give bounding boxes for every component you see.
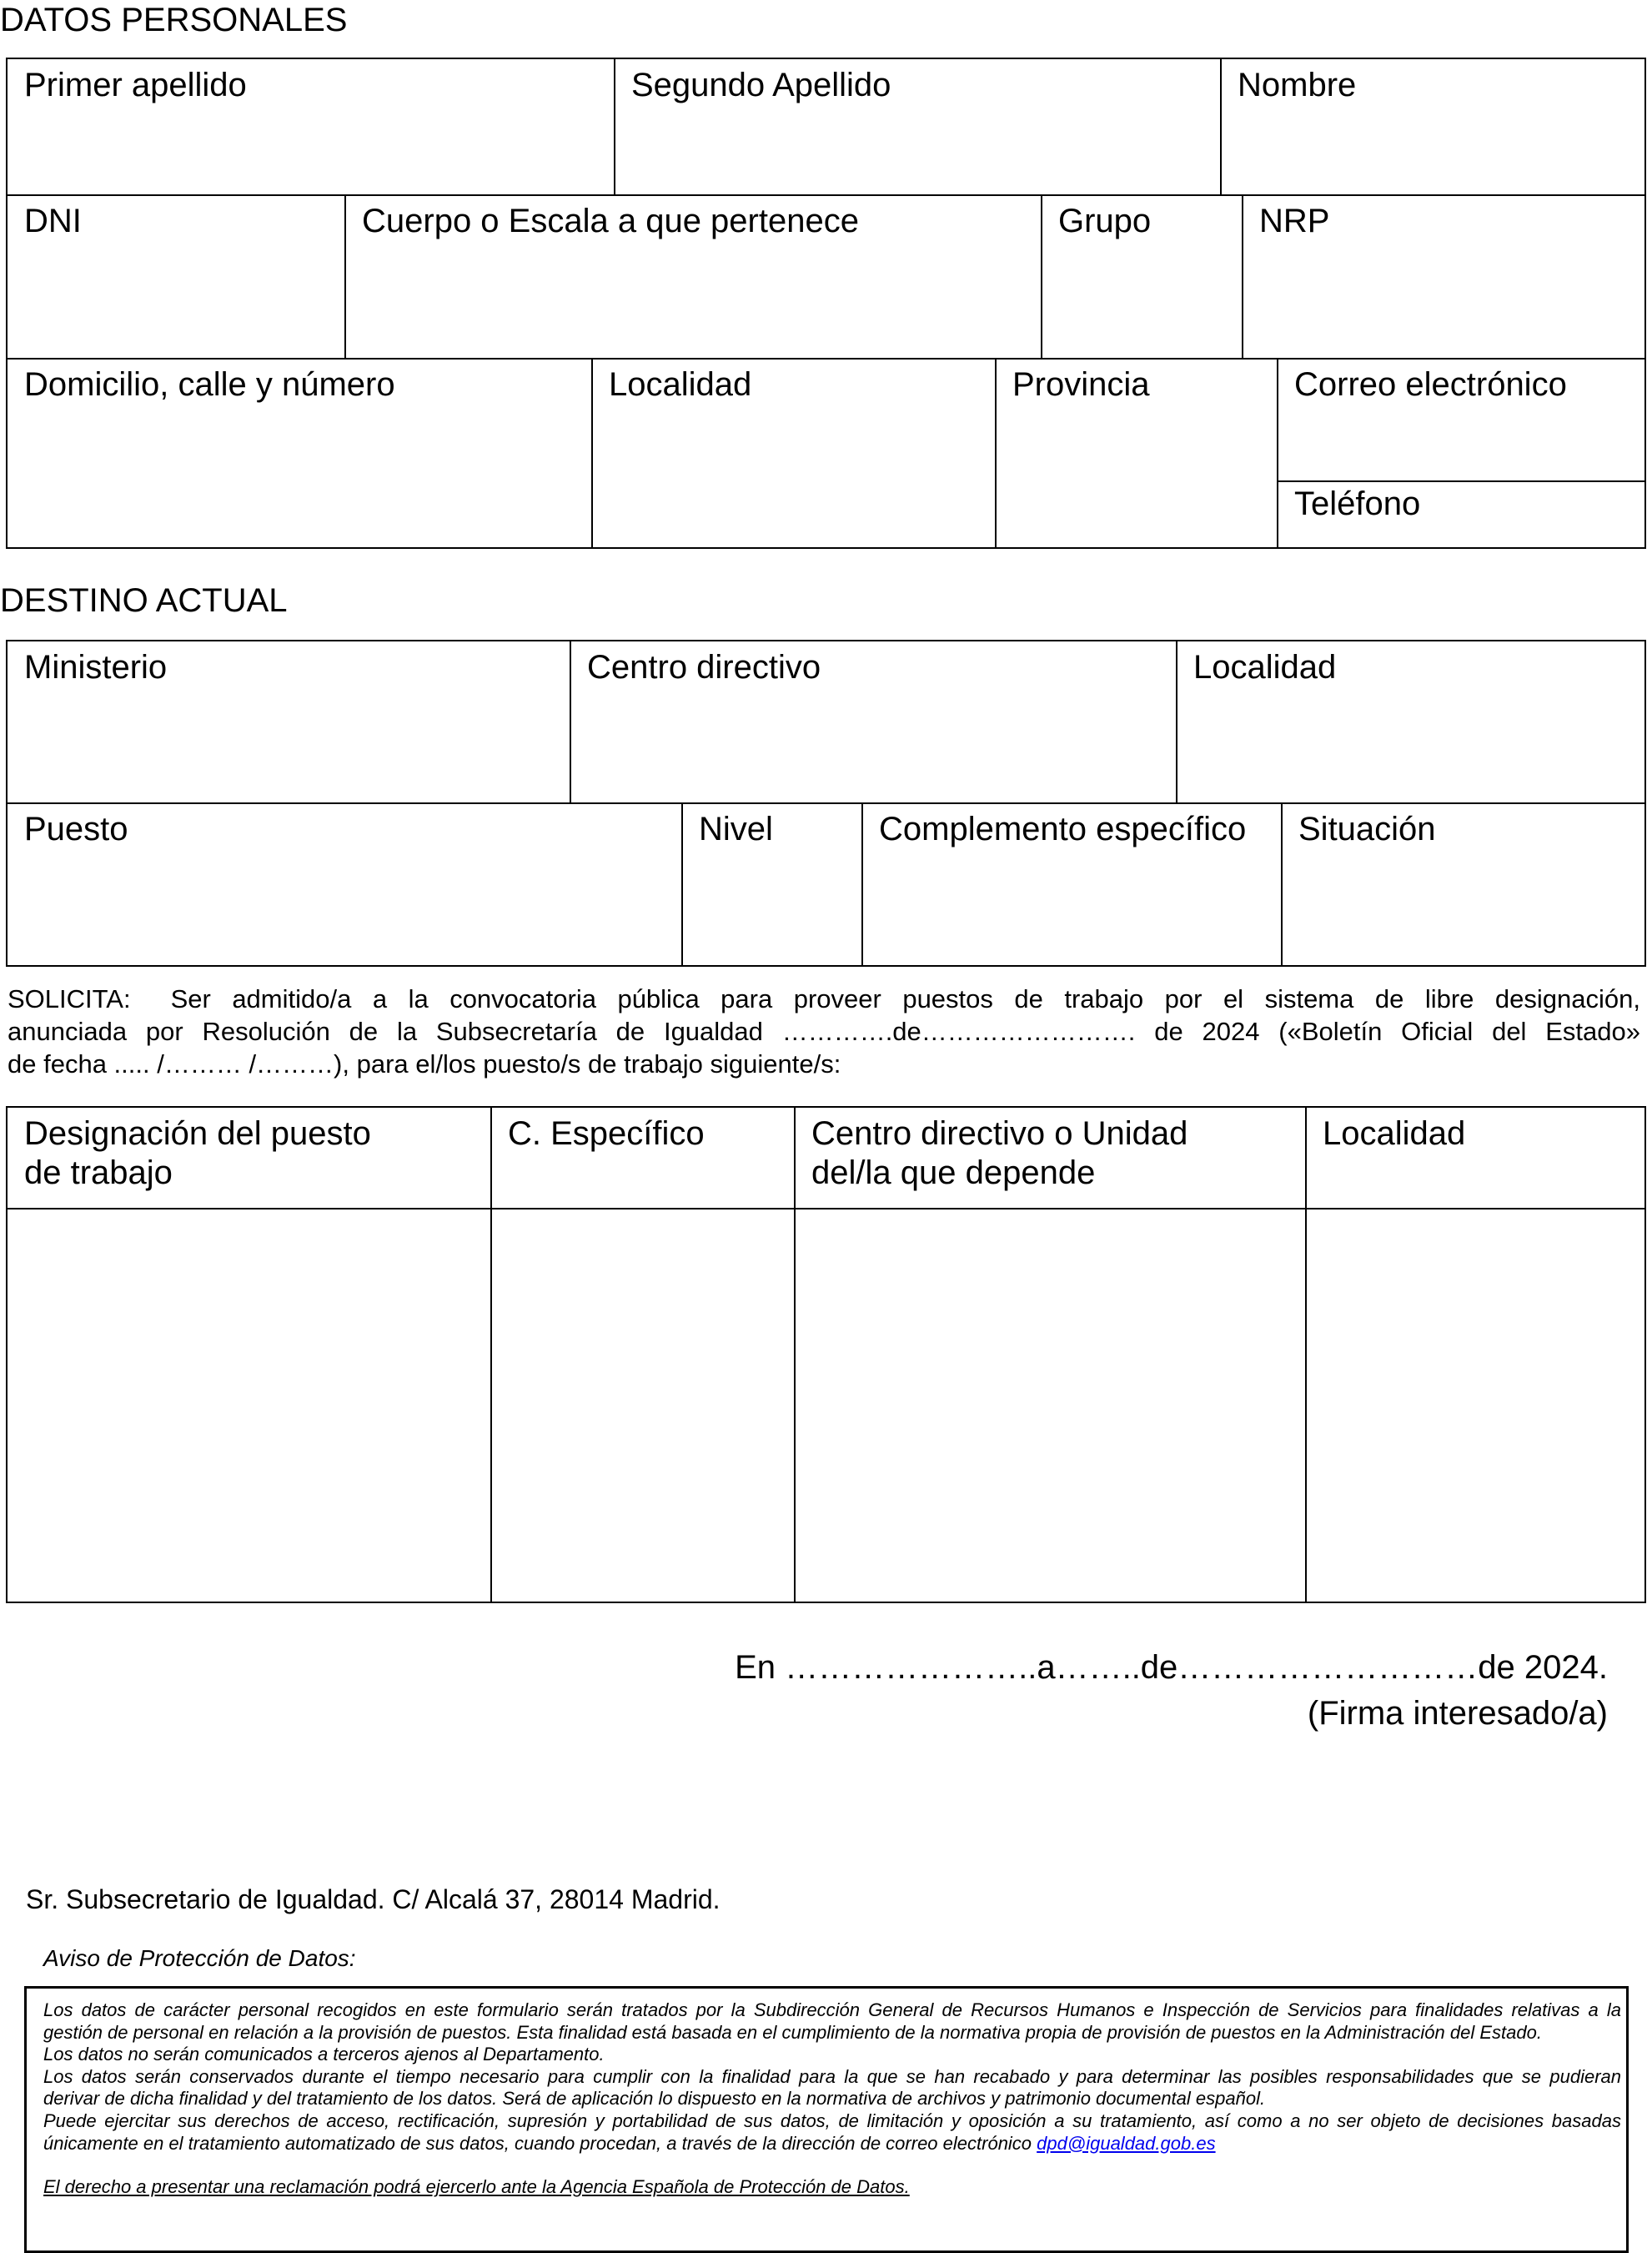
field-segundo-apellido[interactable]: Segundo Apellido	[615, 59, 1222, 196]
section-title-destino-actual: DESTINO ACTUAL	[0, 582, 288, 619]
firma-label: (Firma interesado/a)	[1307, 1695, 1608, 1732]
solicita-line: de fecha ..... /……… /………), para el/los puesto/s de trabajo siguiente/s:	[8, 1049, 841, 1079]
input-c-especifico[interactable]	[491, 1209, 796, 1602]
input-designacion[interactable]	[8, 1209, 492, 1602]
header-designacion	[8, 1108, 492, 1209]
datos-personales-table	[6, 58, 1646, 549]
aviso-line: derivar de dicha finalidad y del tratamiento de los datos. Será de aplicación lo dispuesto en la normativa de archivos y patrimonio documental español.	[43, 2088, 1266, 2110]
aviso-line: únicamente en el tratamiento automatizado de sus datos, cuando procedan, a través de la dirección de correo electrónico	[43, 2132, 1032, 2154]
input-localidad[interactable]	[1306, 1209, 1646, 1602]
aviso-proteccion-datos-box	[24, 1986, 1629, 2253]
field-domicilio[interactable]: Domicilio, calle y número	[8, 359, 593, 547]
header-line: del/la que depende	[811, 1154, 1096, 1191]
field-situacion[interactable]: Situación	[1298, 811, 1436, 847]
field-ministerio[interactable]: Ministerio	[8, 641, 571, 804]
aviso-line: Los datos serán conservados durante el tiempo necesario para cumplir con la finalidad para la que se han recabado y para determinar las posibles responsabilidades que se pudieran	[43, 2065, 1621, 2087]
firma-block	[735, 1645, 1608, 1737]
field-correo-electronico[interactable]: Correo electrónico	[1278, 359, 1646, 482]
field-centro-directivo[interactable]: Centro directivo	[570, 641, 1177, 804]
aviso-line: Los datos no serán comunicados a terceros ajenos al Departamento.	[43, 2044, 605, 2065]
field-localidad-destino[interactable]: Localidad	[1177, 641, 1646, 804]
header-line: C. Específico	[508, 1115, 705, 1152]
fecha-line: En …………………..a……..de………………………de 2024.	[735, 1649, 1608, 1686]
puestos-table	[6, 1106, 1646, 1603]
header-centro-directivo	[795, 1108, 1307, 1209]
field-provincia[interactable]: Provincia	[996, 359, 1278, 547]
field-localidad[interactable]: Localidad	[592, 359, 997, 547]
section-title-datos-personales: DATOS PERSONALES	[0, 2, 348, 38]
field-nrp[interactable]: NRP	[1243, 195, 1646, 360]
aviso-reclamacion: El derecho a presentar una reclamación podrá ejercerlo ante la Agencia Española de Protección de Datos.	[43, 2176, 910, 2198]
header-line: Designación del puesto	[24, 1115, 371, 1152]
field-dni[interactable]: DNI	[8, 195, 346, 360]
field-puesto[interactable]: Puesto	[8, 803, 683, 965]
field-primer-apellido[interactable]: Primer apellido	[8, 59, 615, 196]
header-line: Centro directivo o Unidad	[811, 1115, 1188, 1152]
aviso-line: Puede ejercitar sus derechos de acceso, rectificación, supresión y portabilidad de sus datos, de limitación y oposición a su tratamiento, así como a no ser objeto de decisiones basadas	[43, 2110, 1621, 2131]
field-complemento-especifico[interactable]: Complemento específico	[862, 803, 1283, 965]
solicita-line: Ser admitido/a a la convocatoria pública para proveer puestos de trabajo por el sistema de libre designación,	[170, 984, 1640, 1013]
solicita-label: SOLICITA:	[8, 984, 131, 1013]
aviso-title: Aviso de Protección de Datos:	[43, 1945, 356, 1971]
field-grupo[interactable]: Grupo	[1042, 195, 1243, 360]
header-localidad	[1306, 1108, 1646, 1209]
aviso-line: gestión de personal en relación a la provisión de puestos. Esta finalidad está basada en el cumplimiento de la normativa propia de provisión de puestos en la Administración del Estado.	[43, 2021, 1542, 2043]
field-cuerpo-escala[interactable]: Cuerpo o Escala a que pertenece	[345, 195, 1042, 360]
field-nombre[interactable]: Nombre	[1221, 59, 1646, 196]
solicita-line: anunciada por Resolución de la Subsecretaría de Igualdad ………….de……………………. de 2024 («Boletín Oficial del Estado»	[8, 1017, 1640, 1046]
destino-actual-table	[6, 640, 1646, 967]
solicita-paragraph	[8, 983, 1640, 1080]
header-line: de trabajo	[24, 1154, 173, 1191]
header-c-especifico	[491, 1108, 796, 1209]
input-centro-directivo[interactable]	[795, 1209, 1307, 1602]
header-line: Localidad	[1323, 1115, 1466, 1152]
field-telefono[interactable]: Teléfono	[1294, 485, 1421, 522]
aviso-line: Los datos de carácter personal recogidos en este formulario serán tratados por la Subdirección General de Recursos Humanos e Inspección de Servicios para finalidades relativas a la	[43, 1999, 1621, 2020]
dpd-email-link[interactable]: dpd@igualdad.gob.es	[1037, 2132, 1216, 2154]
field-nivel[interactable]: Nivel	[682, 803, 863, 965]
destinatario: Sr. Subsecretario de Igualdad. C/ Alcalá 37, 28014 Madrid.	[26, 1884, 721, 1914]
